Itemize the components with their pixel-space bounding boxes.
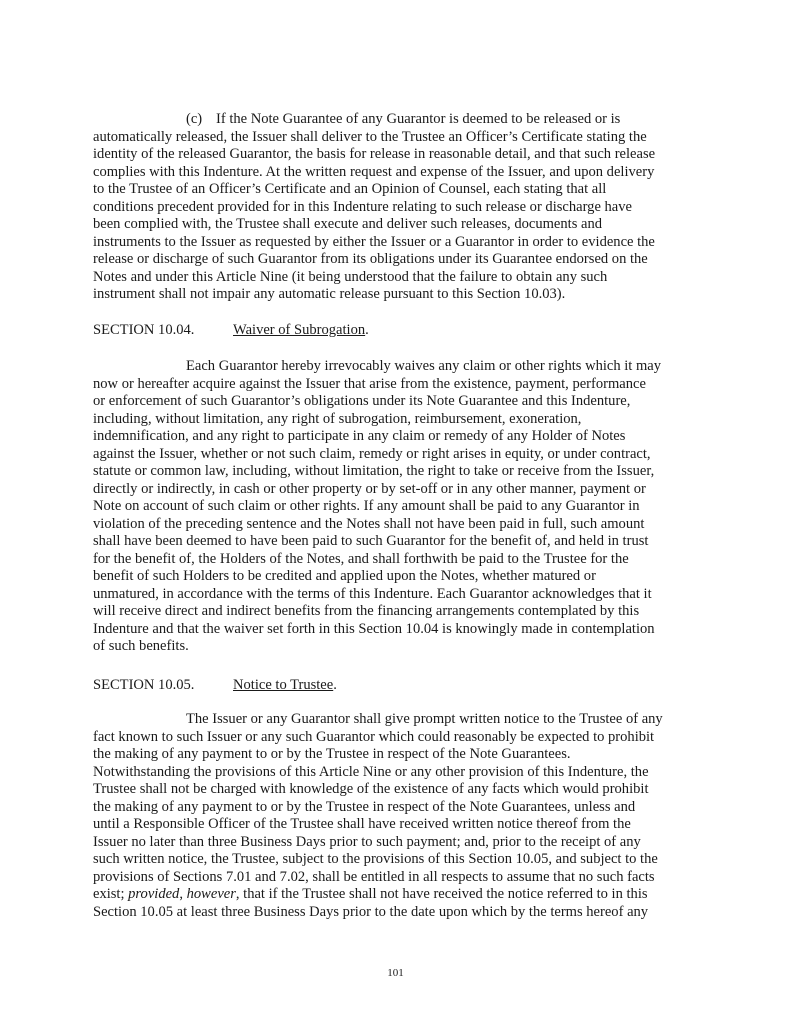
paragraph-text-line: violation of the preceding sentence and the Notes shall not have been paid in full, such amount bbox=[93, 515, 645, 532]
text-run: exist; bbox=[93, 886, 129, 902]
paragraph-text-line: statute or common law, including, without limitation, the right to take or receive from the Issuer, bbox=[93, 463, 655, 479]
section-title-period: . bbox=[365, 322, 369, 338]
section-number: SECTION 10.05. bbox=[93, 677, 195, 693]
paragraph-text-line: now or hereafter acquire against the Issuer that arise from the existence, payment, performance bbox=[93, 375, 646, 392]
paragraph-text-line: the making of any payment to or by the Trustee in respect of the Note Guarantees. bbox=[93, 746, 571, 762]
paragraph-text-line: complies with this Indenture. At the written request and expense of the Issuer, and upon delivery bbox=[93, 163, 655, 180]
paragraph-text-line: to the Trustee of an Officer’s Certificate and an Opinion of Counsel, each stating that all bbox=[93, 181, 607, 197]
paragraph-text-line: benefit of such Holders to be credited and applied upon the Notes, whether matured or bbox=[93, 568, 596, 584]
paragraph-text-line: until a Responsible Officer of the Trustee shall have received written notice thereof from the bbox=[93, 816, 631, 832]
section-title: Waiver of Subrogation bbox=[233, 322, 366, 338]
paragraph-text-line: such written notice, the Trustee, subject to the provisions of this Section 10.05, and subject to the bbox=[93, 851, 658, 867]
section-title: Notice to Trustee bbox=[233, 677, 334, 693]
emphasis-however: however bbox=[186, 886, 236, 902]
page-number: 101 bbox=[387, 967, 404, 979]
paragraph-text-line: provisions of Sections 7.01 and 7.02, shall be entitled in all respects to assume that no such facts bbox=[93, 868, 655, 885]
paragraph-text-line: automatically released, the Issuer shall deliver to the Trustee an Officer’s Certificate stating the bbox=[93, 128, 647, 145]
paragraph-text-line: instrument shall not impair any automatic release pursuant to this Section 10.03). bbox=[93, 286, 566, 302]
section-body-10-05 bbox=[93, 711, 705, 921]
paragraph-text-line: unmatured, in accordance with the terms of this Indenture. Each Guarantor acknowledges that it bbox=[93, 585, 652, 602]
paragraph-text-line: indemnification, and any right to participate in any claim or remedy of any Holder of Notes bbox=[93, 428, 626, 444]
paragraph-text-line: identity of the released Guarantor, the basis for release in reasonable detail, and that such release bbox=[93, 146, 656, 162]
paragraph-text-line: Trustee shall not be charged with knowledge of the existence of any facts which would prohibit bbox=[93, 781, 649, 797]
paragraph-text-line: The Issuer or any Guarantor shall give prompt written notice to the Trustee of any bbox=[186, 711, 663, 727]
paragraph-c bbox=[93, 111, 705, 304]
paragraph-text-line: including, without limitation, any right of subrogation, reimbursement, exoneration, bbox=[93, 410, 582, 427]
text-run: , that if the Trustee shall not have received the notice referred to in this bbox=[235, 886, 648, 902]
paragraph-text-line: fact known to such Issuer or any such Guarantor which could reasonably be expected to prohibit bbox=[93, 728, 655, 745]
paragraph-marker: (c) bbox=[186, 111, 203, 127]
paragraph-text-line: Each Guarantor hereby irrevocably waives any claim or other rights which it may bbox=[186, 358, 662, 374]
paragraph-text-line: Notwithstanding the provisions of this Article Nine or any other provision of this Indenture, the bbox=[93, 763, 649, 780]
section-heading-10-05 bbox=[93, 677, 705, 695]
paragraph-text-line: If the Note Guarantee of any Guarantor is deemed to be released or is bbox=[216, 111, 621, 127]
section-body-10-04 bbox=[93, 358, 705, 656]
paragraph-text-line: Issuer no later than three Business Days prior to such payment; and, prior to the receipt of any bbox=[93, 833, 641, 850]
paragraph-text-line: Notes and under this Article Nine (it being understood that the failure to obtain any such bbox=[93, 268, 608, 285]
section-number: SECTION 10.04. bbox=[93, 322, 195, 338]
paragraph-text-line: will receive direct and indirect benefits from the financing arrangements contemplated by this bbox=[93, 603, 640, 619]
text-run: , bbox=[179, 886, 187, 902]
paragraph-text-line: Section 10.05 at least three Business Days prior to the date upon which by the terms hereof any bbox=[93, 903, 649, 920]
section-title-period: . bbox=[333, 677, 337, 693]
paragraph-text-line: conditions precedent provided for in this Indenture relating to such release or discharge have bbox=[93, 198, 632, 215]
paragraph-text-line: the making of any payment to or by the Trustee in respect of the Note Guarantees, unless and bbox=[93, 798, 636, 815]
paragraph-text-line: directly or indirectly, in cash or other property or by set-off or in any other manner, payment or bbox=[93, 480, 646, 497]
paragraph-text-line: release or discharge of such Guarantor from its obligations under its Guarantee endorsed on the bbox=[93, 251, 648, 267]
paragraph-text-line: or enforcement of such Guarantor’s obligations under its Note Guarantee and this Indenture, bbox=[93, 393, 631, 409]
emphasis-provided: provided bbox=[128, 886, 180, 902]
paragraph-text-line: been complied with, the Trustee shall execute and deliver such releases, documents and bbox=[93, 216, 602, 232]
paragraph-text-line: of such benefits. bbox=[93, 638, 189, 654]
paragraph-text-line: shall have been deemed to have been paid to such Guarantor for the benefit of, and held in trust bbox=[93, 533, 649, 549]
paragraph-text-line: Note on account of such claim or other rights. If any amount shall be paid to any Guarantor in bbox=[93, 498, 640, 514]
paragraph-text-line-with-emphasis bbox=[93, 886, 705, 904]
paragraph-text-line: against the Issuer, whether or not such claim, remedy or right arises in equity, or under contract, bbox=[93, 445, 651, 462]
paragraph-text-line: for the benefit of, the Holders of the Notes, and shall forthwith be paid to the Trustee for the bbox=[93, 550, 629, 567]
paragraph-text-line: Indenture and that the waiver set forth in this Section 10.04 is knowingly made in contemplation bbox=[93, 620, 655, 637]
section-heading-10-04 bbox=[93, 322, 705, 340]
paragraph-c-first-line bbox=[93, 111, 705, 129]
paragraph-text-line: instruments to the Issuer as requested by either the Issuer or a Guarantor in order to evidence the bbox=[93, 233, 655, 250]
